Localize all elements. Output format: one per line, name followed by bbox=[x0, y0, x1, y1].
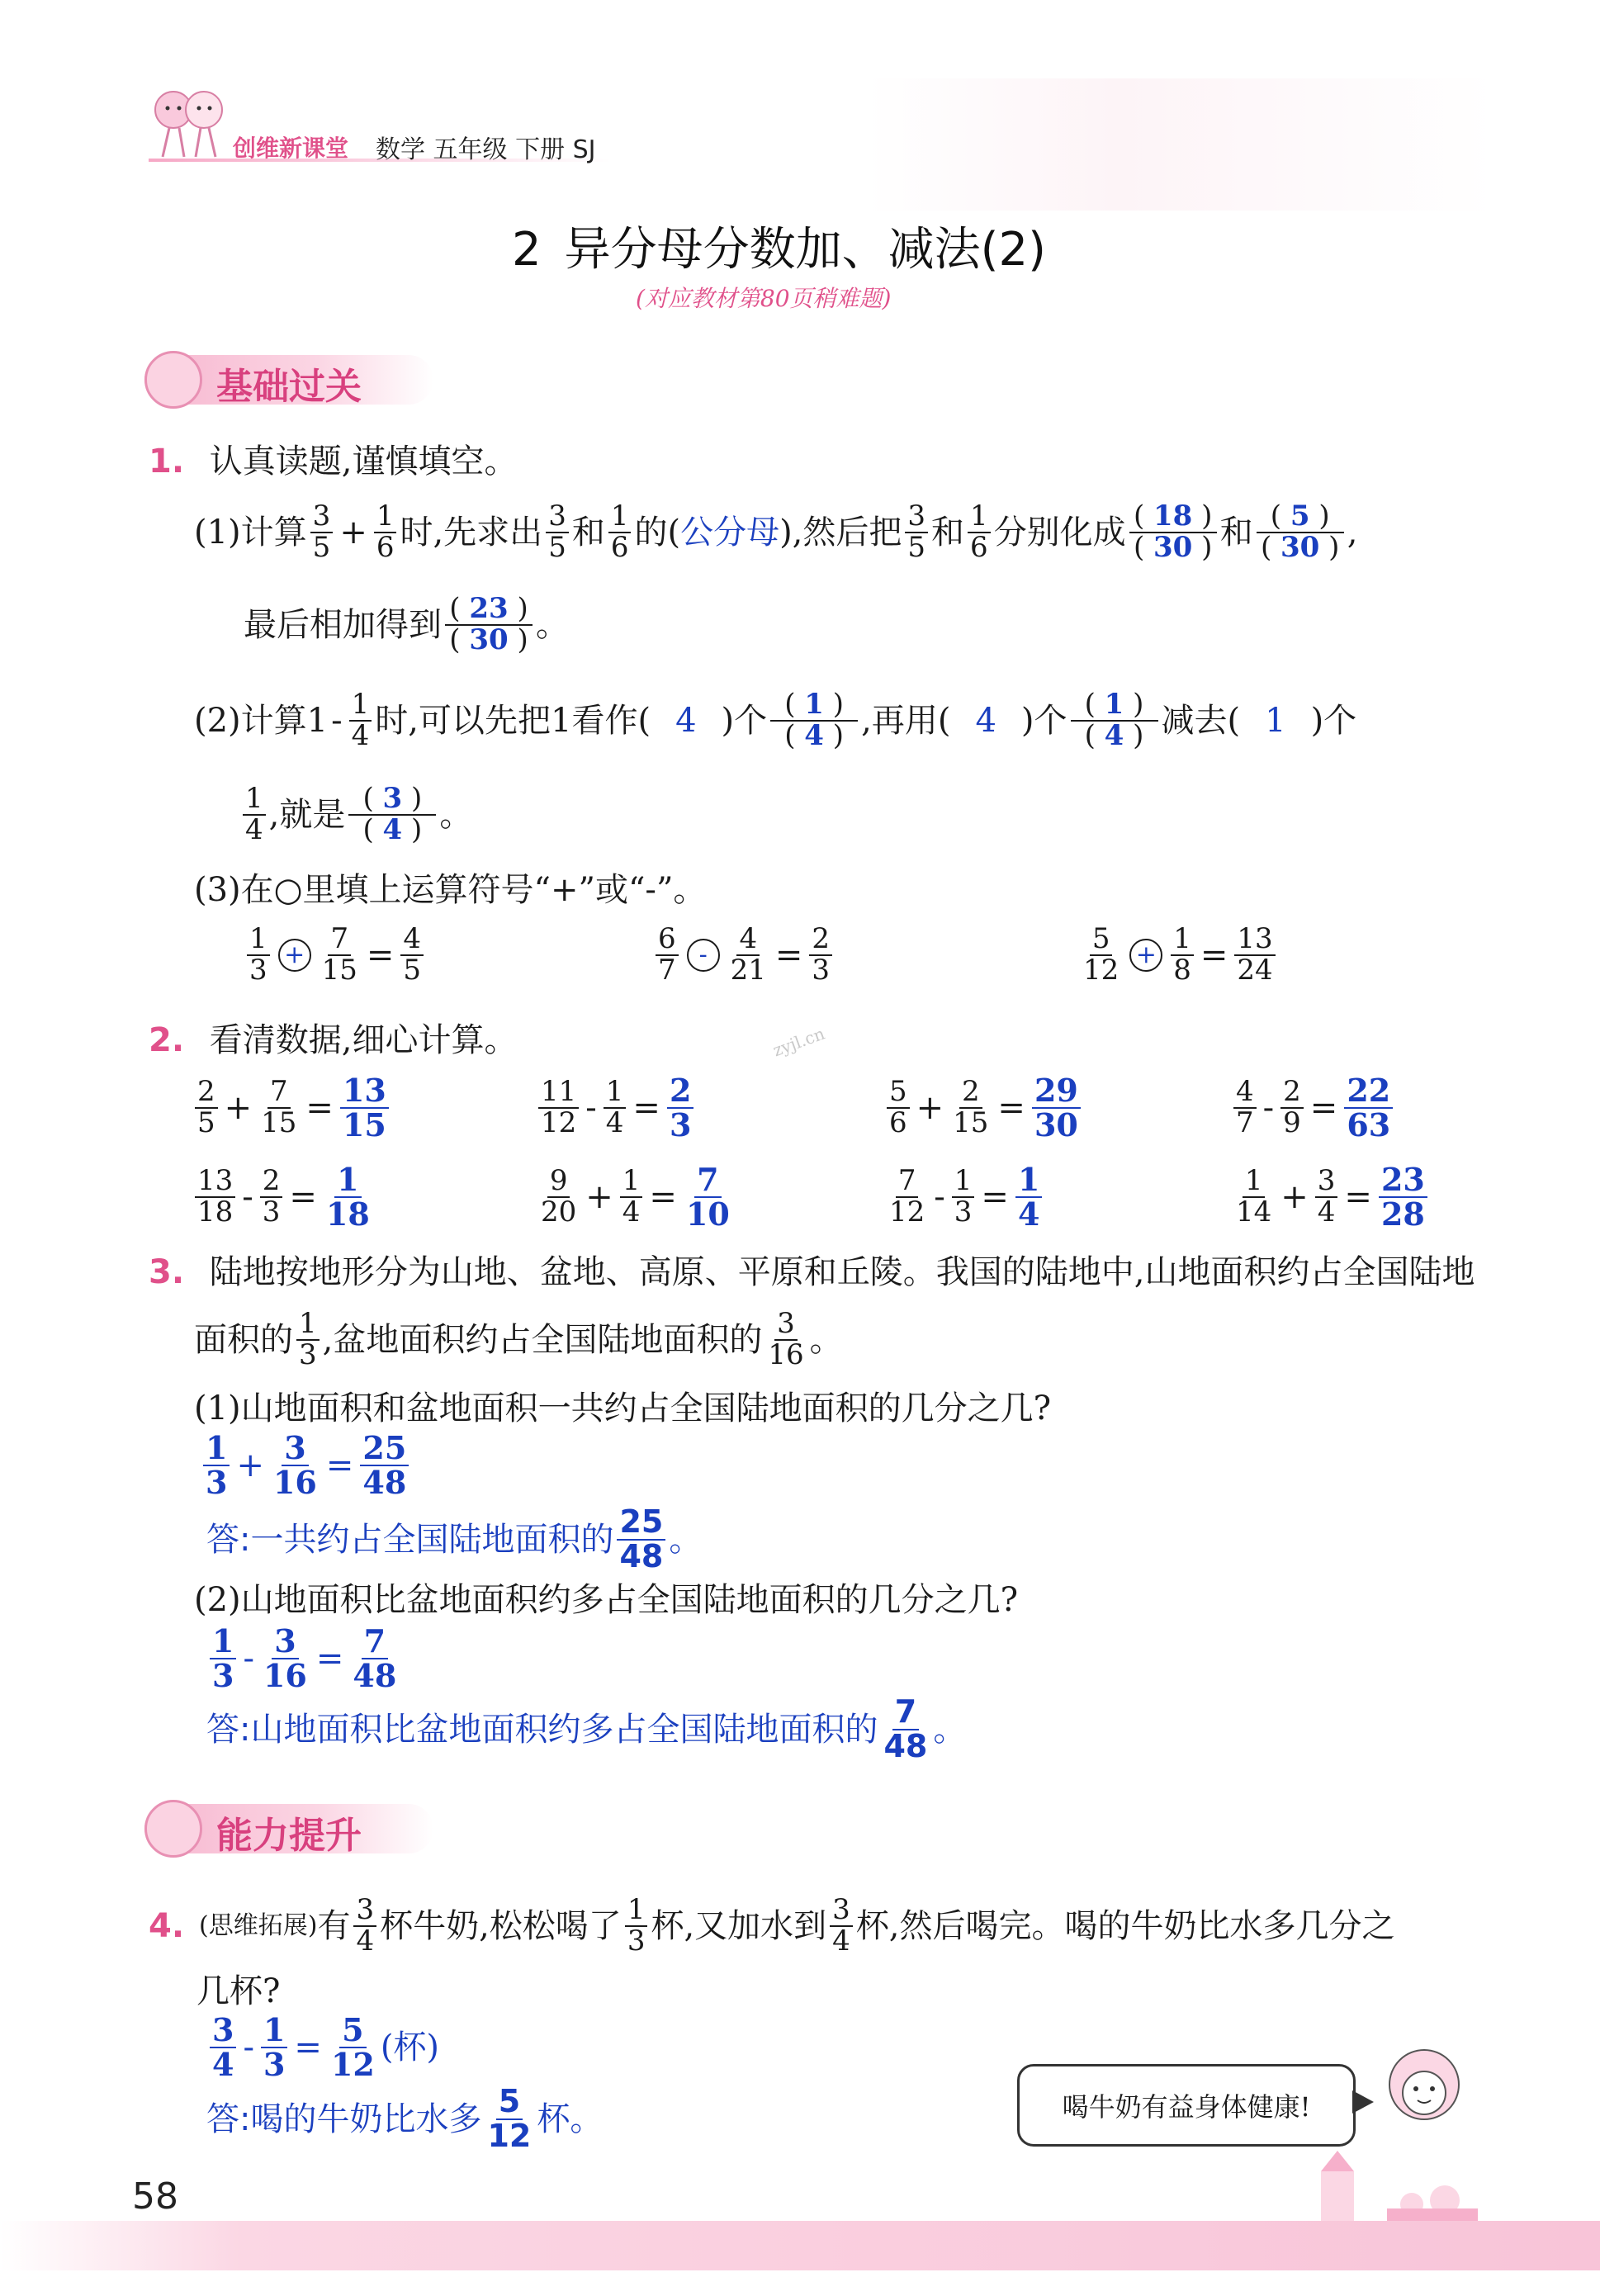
footer-band bbox=[0, 2221, 1600, 2270]
fraction: $\frac{9}{20}$ bbox=[541, 1164, 577, 1228]
q3-text: 陆地按地形分为山地、盆地、高原、平原和丘陵。我国的陆地中,山地面积约占全国陆地 bbox=[209, 1253, 1475, 1291]
operator-circle[interactable]: - bbox=[687, 939, 720, 972]
speech-bubble bbox=[1017, 2064, 1356, 2147]
answer-fraction[interactable]: $\frac{29}{30}$ bbox=[1032, 1074, 1081, 1142]
fraction: $\frac{2}{3}$ bbox=[260, 1167, 283, 1227]
fraction: $\frac{3}{4}$ bbox=[1315, 1167, 1338, 1227]
q4-answer bbox=[206, 2082, 603, 2156]
answer-fraction[interactable]: $\frac{1}{4}$ bbox=[1015, 1163, 1042, 1231]
header-illustration bbox=[144, 78, 235, 161]
speech-bubble-text: 喝牛奶有益身体健康! bbox=[1062, 2091, 1311, 2123]
header-edition: SJ bbox=[572, 135, 596, 164]
title-text: 异分母分数加、减法(2) bbox=[564, 223, 1046, 277]
header-term: 下册 bbox=[515, 135, 566, 164]
answer-blank[interactable]: 4 bbox=[975, 702, 996, 740]
fraction: $\frac{1}{6}$ bbox=[374, 502, 397, 562]
period: 。 bbox=[809, 1321, 843, 1359]
q4-tag: (思维拓展) bbox=[199, 1911, 318, 1940]
answer-fraction[interactable]: $\frac{( 23 )}{( 30 )}$ bbox=[445, 594, 533, 655]
period: 。 bbox=[933, 1711, 967, 1749]
operator: + bbox=[585, 1178, 613, 1216]
fraction: $\frac{7}{15}$ bbox=[261, 1075, 297, 1139]
fraction: $\frac{1}{14}$ bbox=[1236, 1164, 1272, 1228]
q1-p2-text: ,再用( bbox=[861, 702, 951, 740]
fraction: $\frac{2}{9}$ bbox=[1280, 1077, 1304, 1138]
fraction: $\frac{3}{16}$ bbox=[768, 1307, 804, 1371]
q3-p2-question: (2)山地面积比盆地面积约多占全国陆地面积的几分之几? bbox=[194, 1581, 1019, 1619]
answer-text: 答:山地面积比盆地面积约多占全国陆地面积的 bbox=[206, 1711, 878, 1749]
fraction: $\frac{1}{4}$ bbox=[243, 784, 266, 845]
q2-intro bbox=[149, 1020, 517, 1060]
q4-text: 杯,然后喝完。喝的牛奶比水多几分之 bbox=[855, 1907, 1395, 1945]
q1-p2-text: 时,可以先把 bbox=[375, 702, 551, 740]
section-basic-avatar bbox=[144, 351, 202, 409]
q1-p2-text: (2)计算 bbox=[194, 702, 307, 740]
answer-fraction[interactable]: $\frac{1}{18}$ bbox=[325, 1161, 370, 1233]
fraction: $\frac{11}{12}$ bbox=[538, 1077, 579, 1138]
fraction: $\frac{1}{3}$ bbox=[952, 1167, 975, 1227]
page-subtitle: (对应教材第80页稍难题) bbox=[636, 285, 892, 312]
q3-line2 bbox=[194, 1303, 843, 1377]
q1-p1-text: 和 bbox=[931, 514, 965, 552]
q4-line2: 几杯? bbox=[196, 1972, 281, 2010]
character-illustration bbox=[1375, 2039, 1474, 2138]
header-brand: 创维新课堂 bbox=[233, 135, 349, 162]
q4-number: 4. bbox=[149, 1907, 185, 1945]
answer-blank[interactable]: 1 bbox=[1265, 702, 1286, 740]
equals-sign: = bbox=[981, 1178, 1009, 1216]
title-number: 2 bbox=[512, 223, 542, 277]
footer-decoration bbox=[1288, 2147, 1494, 2221]
section-basic-title: 基础过关 bbox=[216, 366, 362, 408]
operator: + bbox=[1280, 1178, 1309, 1216]
fraction: $\frac{5}{6}$ bbox=[887, 1077, 910, 1138]
q2-equation bbox=[192, 1067, 392, 1149]
q3-p1-equation: $\frac{1}{3}$ + $\frac{3}{16}$ = $\frac{25}{48}$ bbox=[200, 1428, 412, 1503]
operator: - bbox=[242, 1178, 253, 1216]
q1-p3-eq-1: $\frac{1}{3}$ + $\frac{7}{15}$ = $\frac{4}{5}$ bbox=[244, 918, 427, 992]
fraction: $\frac{1}{3}$ bbox=[296, 1309, 320, 1370]
q4-text: 有 bbox=[317, 1907, 351, 1945]
q1-p1-line2 bbox=[244, 588, 569, 662]
fraction: $\frac{1}{4}$ bbox=[604, 1077, 627, 1138]
answer-fraction[interactable]: $\frac{( 18 )}{( 30 )}$ bbox=[1129, 502, 1217, 562]
q1-p2-line1 bbox=[194, 684, 1356, 758]
q1-p2-text: )个 bbox=[1020, 702, 1067, 740]
operator: - bbox=[934, 1178, 945, 1216]
q4-text: 杯牛奶,松松喝了 bbox=[380, 1907, 622, 1945]
q1-p1-line1 bbox=[194, 495, 1357, 570]
q1-p1-text: 时,先求出 bbox=[400, 514, 543, 552]
q1-p2-text: 看作( bbox=[571, 702, 651, 740]
q1-p2-text: ,就是 bbox=[268, 796, 346, 834]
section-advanced-avatar bbox=[144, 1800, 202, 1858]
operator: - bbox=[585, 1089, 597, 1127]
answer-fraction[interactable]: $\frac{( 3 )}{( 4 )}$ bbox=[348, 784, 436, 845]
q3-p2-answer bbox=[206, 1692, 966, 1767]
equals-sign: = bbox=[305, 1089, 334, 1127]
equals-sign: = bbox=[1344, 1178, 1372, 1216]
answer-blank[interactable]: 4 bbox=[675, 702, 697, 740]
q1-p1-text: 的( bbox=[634, 514, 681, 552]
q1-p2-text: )个 bbox=[721, 702, 768, 740]
answer-fraction[interactable]: $\frac{23}{28}$ bbox=[1379, 1163, 1427, 1231]
answer-text: 答:一共约占全国陆地面积的 bbox=[206, 1521, 614, 1559]
header-subject: 数学 bbox=[376, 135, 425, 164]
q2-equation bbox=[192, 1156, 376, 1238]
answer-fraction[interactable]: $\frac{7}{10}$ bbox=[685, 1161, 730, 1233]
answer-fraction[interactable]: $\frac{22}{63}$ bbox=[1344, 1074, 1393, 1142]
q1-p1-text: 和 bbox=[571, 514, 605, 552]
operator: + bbox=[916, 1089, 944, 1127]
speech-bubble-tail bbox=[1352, 2090, 1374, 2114]
fraction: $\frac{3}{5}$ bbox=[546, 502, 569, 562]
answer-fraction[interactable]: $\frac{( 1 )}{( 4 )}$ bbox=[1071, 690, 1158, 750]
period: 。 bbox=[536, 606, 569, 644]
period: 。 bbox=[669, 1521, 703, 1559]
q2-number: 2. bbox=[149, 1021, 185, 1059]
number-one: 1 bbox=[306, 702, 329, 740]
answer-unit: 杯。 bbox=[537, 2100, 604, 2138]
answer-fraction: $\frac{7}{48}$ bbox=[883, 1693, 928, 1764]
q1-p1-text: (1)计算 bbox=[194, 514, 307, 552]
page-title bbox=[512, 213, 1046, 279]
fraction: $\frac{1}{4}$ bbox=[349, 690, 372, 750]
q2-equation bbox=[883, 1067, 1084, 1149]
q2-intro-text: 看清数据,细心计算。 bbox=[209, 1021, 518, 1059]
operator: - bbox=[1262, 1089, 1275, 1127]
fraction: $\frac{1}{4}$ bbox=[620, 1167, 643, 1227]
answer-fraction[interactable]: $\frac{( 1 )}{( 4 )}$ bbox=[770, 690, 858, 750]
q3-p2-equation: $\frac{1}{3}$ - $\frac{3}{16}$ = $\frac{7}{48}$ bbox=[206, 1621, 402, 1696]
answer-fraction[interactable]: $\frac{2}{3}$ bbox=[667, 1074, 693, 1142]
q2-equation bbox=[1230, 1067, 1396, 1149]
equals-sign: = bbox=[289, 1178, 317, 1216]
q2-equation bbox=[535, 1067, 697, 1149]
q1-p3-intro: (3)在○里填上运算符号“+”或“-”。 bbox=[194, 871, 707, 909]
q1-p3-eq-2: $\frac{6}{7}$ - $\frac{4}{21}$ = $\frac{2}{3}$ bbox=[652, 918, 836, 992]
q1-number: 1. bbox=[149, 443, 185, 481]
unit: (杯) bbox=[380, 2029, 440, 2066]
q1-p1-text: 最后相加得到 bbox=[244, 606, 442, 644]
q1-intro-text: 认真读题,谨慎填空。 bbox=[209, 443, 518, 481]
header-grade: 五年级 bbox=[433, 135, 508, 164]
fraction: $\frac{7}{12}$ bbox=[889, 1164, 925, 1228]
q1-p2-text: 减去( bbox=[1161, 702, 1241, 740]
fraction: $\frac{2}{15}$ bbox=[953, 1075, 989, 1139]
period: 。 bbox=[439, 796, 473, 834]
equals-sign: = bbox=[997, 1089, 1025, 1127]
equals-sign: = bbox=[649, 1178, 677, 1216]
q1-p1-text: ),然后把 bbox=[779, 514, 902, 552]
q3-line1 bbox=[149, 1252, 1475, 1292]
q4-line1: 4. (思维拓展) 有 $\frac{3}{4}$ 杯牛奶,松松喝了 $\frac{1}{3}$ 杯,又加水到 $\frac{3}{4}$ 杯,然后喝完。喝的牛奶比水多几分之 bbox=[149, 1893, 1395, 1958]
page-number: 58 bbox=[132, 2175, 178, 2218]
q3-p1-answer bbox=[206, 1503, 702, 1577]
operator-circle[interactable]: + bbox=[1129, 939, 1162, 972]
watermark: zyjl.cn bbox=[769, 1023, 828, 1061]
answer-fraction[interactable]: $\frac{( 5 )}{( 30 )}$ bbox=[1257, 502, 1344, 562]
q1-p3-eq-3: $\frac{5}{12}$ + $\frac{1}{8}$ = $\frac{13}{24}$ bbox=[1077, 918, 1279, 992]
equals-sign: = bbox=[632, 1089, 660, 1127]
q2-equation bbox=[1230, 1156, 1431, 1238]
header-bg-decoration bbox=[867, 78, 1494, 211]
equals-sign: = bbox=[1309, 1089, 1338, 1127]
fraction: $\frac{3}{5}$ bbox=[905, 502, 928, 562]
fraction: $\frac{3}{5}$ bbox=[310, 502, 334, 562]
answer-fraction[interactable]: $\frac{13}{15}$ bbox=[340, 1074, 389, 1142]
minus-sign: - bbox=[331, 702, 343, 740]
plus-sign: + bbox=[339, 514, 367, 552]
operator: + bbox=[224, 1089, 253, 1127]
q3-number: 3. bbox=[149, 1253, 185, 1291]
q1-p2-line2 bbox=[239, 778, 472, 852]
q1-p2-text: 1 bbox=[551, 702, 572, 740]
fraction: $\frac{13}{18}$ bbox=[195, 1167, 235, 1227]
fraction: $\frac{2}{5}$ bbox=[195, 1077, 218, 1138]
q2-equation bbox=[883, 1156, 1045, 1238]
fraction: $\frac{4}{7}$ bbox=[1233, 1077, 1257, 1138]
header-subject-line bbox=[376, 129, 596, 165]
q1-p1-text: 分别化成 bbox=[993, 514, 1126, 552]
fraction: $\frac{1}{6}$ bbox=[968, 502, 991, 562]
q3-text: ,盆地面积约占全国陆地面积的 bbox=[322, 1321, 763, 1359]
comma: , bbox=[1347, 514, 1358, 552]
operator-circle[interactable]: + bbox=[278, 939, 311, 972]
section-advanced-title: 能力提升 bbox=[216, 1815, 362, 1857]
q1-p2-text: )个 bbox=[1310, 702, 1357, 740]
answer-fraction: $\frac{25}{48}$ bbox=[617, 1506, 665, 1574]
fraction: $\frac{1}{6}$ bbox=[608, 502, 632, 562]
q4-text: 杯,又加水到 bbox=[651, 1907, 827, 1945]
q4-equation: $\frac{3}{4}$ - $\frac{1}{3}$ = $\frac{5}{12}$ (杯) bbox=[206, 2010, 439, 2085]
q1-intro bbox=[149, 442, 517, 481]
q1-p1-text: 和 bbox=[1219, 514, 1253, 552]
q3-text: 面积的 bbox=[194, 1321, 293, 1359]
q3-p1-question: (1)山地面积和盆地面积一共约占全国陆地面积的几分之几? bbox=[194, 1389, 1052, 1427]
answer-text: 答:喝的牛奶比水多 bbox=[206, 2100, 482, 2138]
q2-equation bbox=[535, 1156, 736, 1238]
answer-fraction: $\frac{5}{12}$ bbox=[487, 2083, 532, 2154]
answer-lcd[interactable]: 公分母 bbox=[680, 514, 780, 552]
